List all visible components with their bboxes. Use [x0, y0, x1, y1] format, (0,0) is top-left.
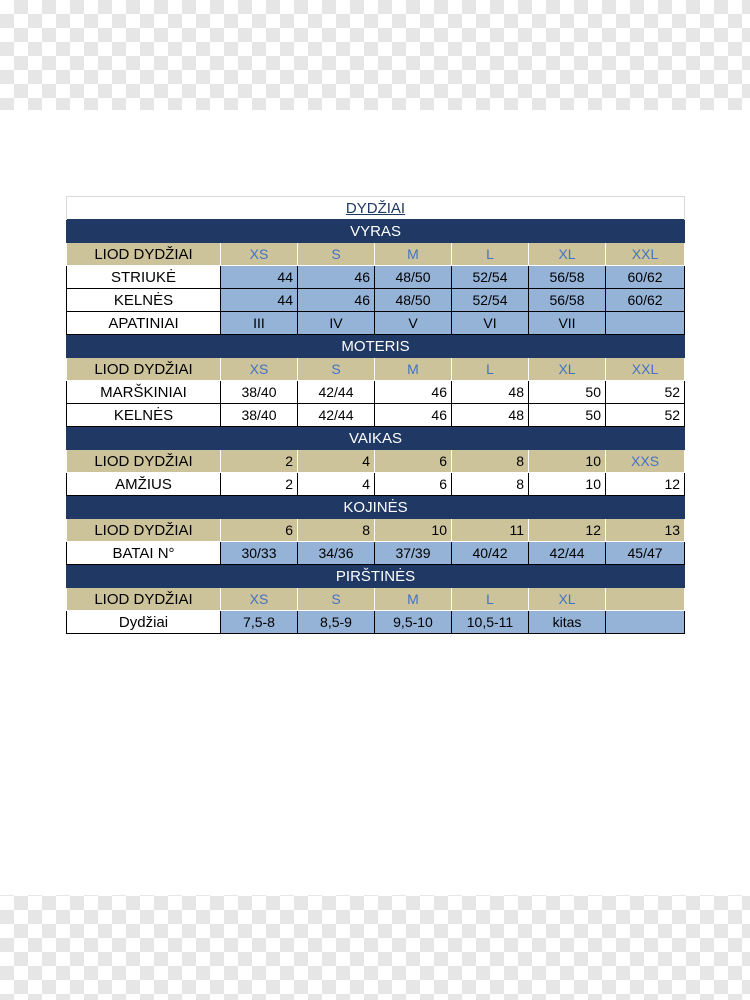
table-cell: 10,5-11	[452, 611, 529, 634]
row-label: Dydžiai	[67, 611, 221, 634]
row-label: LIOD DYDŽIAI	[67, 243, 221, 266]
size-chart-table	[66, 196, 685, 634]
table-cell: 8	[452, 473, 529, 496]
size-cell: XL	[529, 358, 606, 381]
row-label: LIOD DYDŽIAI	[67, 358, 221, 381]
table-cell: 50	[529, 381, 606, 404]
table-row	[67, 289, 685, 312]
table-cell: 6	[375, 473, 452, 496]
size-cell: XS	[221, 243, 298, 266]
size-cell: L	[452, 243, 529, 266]
size-cell: 10	[375, 519, 452, 542]
size-cell: 8	[298, 519, 375, 542]
size-cell: M	[375, 243, 452, 266]
section-title: PIRŠTINĖS	[67, 565, 685, 588]
row-label: STRIUKĖ	[67, 266, 221, 289]
size-header-row	[67, 588, 685, 611]
size-cell: S	[298, 243, 375, 266]
size-cell: L	[452, 588, 529, 611]
table-cell: VII	[529, 312, 606, 335]
table-title-row	[67, 197, 685, 220]
size-cell: XS	[221, 358, 298, 381]
table-cell: VI	[452, 312, 529, 335]
table-cell: 46	[298, 266, 375, 289]
size-header-row	[67, 450, 685, 473]
row-label: LIOD DYDŽIAI	[67, 588, 221, 611]
table-cell: 48	[452, 404, 529, 427]
section-title: KOJINĖS	[67, 496, 685, 519]
table-cell: 50	[529, 404, 606, 427]
table-cell: 4	[298, 473, 375, 496]
table-cell	[606, 312, 685, 335]
section-header-moteris	[67, 335, 685, 358]
size-cell: XXL	[606, 243, 685, 266]
table-cell: 56/58	[529, 289, 606, 312]
size-cell: 8	[452, 450, 529, 473]
table-cell: 30/33	[221, 542, 298, 565]
table-cell	[606, 611, 685, 634]
table-cell: 12	[606, 473, 685, 496]
section-title: VAIKAS	[67, 427, 685, 450]
table-row	[67, 312, 685, 335]
size-header-row	[67, 243, 685, 266]
table-cell: 2	[221, 473, 298, 496]
table-cell: 52	[606, 404, 685, 427]
size-header-row	[67, 519, 685, 542]
size-cell: 12	[529, 519, 606, 542]
table-cell: kitas	[529, 611, 606, 634]
table-cell: 46	[375, 404, 452, 427]
size-cell: 11	[452, 519, 529, 542]
size-cell: XL	[529, 243, 606, 266]
row-label: LIOD DYDŽIAI	[67, 519, 221, 542]
table-title: DYDŽIAI	[67, 197, 685, 220]
size-cell: XS	[221, 588, 298, 611]
table-cell: 48	[452, 381, 529, 404]
size-cell: XXL	[606, 358, 685, 381]
table-cell: 48/50	[375, 289, 452, 312]
size-cell: M	[375, 588, 452, 611]
table-cell: V	[375, 312, 452, 335]
row-label: KELNĖS	[67, 404, 221, 427]
table-cell: 42/44	[529, 542, 606, 565]
table-cell: 52	[606, 381, 685, 404]
table-row	[67, 404, 685, 427]
size-cell: M	[375, 358, 452, 381]
table-row	[67, 611, 685, 634]
section-header-vyras	[67, 220, 685, 243]
table-row	[67, 542, 685, 565]
size-cell: 10	[529, 450, 606, 473]
size-cell: XL	[529, 588, 606, 611]
row-label: KELNĖS	[67, 289, 221, 312]
row-label: AMŽIUS	[67, 473, 221, 496]
table-row	[67, 473, 685, 496]
size-cell	[606, 588, 685, 611]
size-cell: L	[452, 358, 529, 381]
row-label: APATINIAI	[67, 312, 221, 335]
table-cell: 40/42	[452, 542, 529, 565]
table-cell: 60/62	[606, 289, 685, 312]
table-cell: 46	[375, 381, 452, 404]
size-cell: XXS	[606, 450, 685, 473]
section-header-vaikas	[67, 427, 685, 450]
table-cell: 42/44	[298, 404, 375, 427]
section-header-kojines	[67, 496, 685, 519]
table-cell: 37/39	[375, 542, 452, 565]
table-cell: 42/44	[298, 381, 375, 404]
table-cell: 45/47	[606, 542, 685, 565]
size-cell: S	[298, 588, 375, 611]
size-cell: 13	[606, 519, 685, 542]
table-cell: 44	[221, 266, 298, 289]
section-title: MOTERIS	[67, 335, 685, 358]
size-cell: 6	[221, 519, 298, 542]
table-cell: 9,5-10	[375, 611, 452, 634]
table-cell: 7,5-8	[221, 611, 298, 634]
row-label: LIOD DYDŽIAI	[67, 450, 221, 473]
table-cell: 8,5-9	[298, 611, 375, 634]
row-label: MARŠKINIAI	[67, 381, 221, 404]
table-row	[67, 266, 685, 289]
table-cell: 38/40	[221, 381, 298, 404]
table-cell: 60/62	[606, 266, 685, 289]
table-cell: 46	[298, 289, 375, 312]
table-cell: 10	[529, 473, 606, 496]
size-header-row	[67, 358, 685, 381]
size-cell: 6	[375, 450, 452, 473]
table-cell: 44	[221, 289, 298, 312]
table-cell: 48/50	[375, 266, 452, 289]
table-cell: III	[221, 312, 298, 335]
table-cell: 38/40	[221, 404, 298, 427]
table-cell: 52/54	[452, 289, 529, 312]
size-cell: 2	[221, 450, 298, 473]
row-label: BATAI N°	[67, 542, 221, 565]
table-row	[67, 381, 685, 404]
table-cell: 52/54	[452, 266, 529, 289]
table-cell: IV	[298, 312, 375, 335]
size-cell: 4	[298, 450, 375, 473]
section-header-pirstines	[67, 565, 685, 588]
section-title: VYRAS	[67, 220, 685, 243]
size-cell: S	[298, 358, 375, 381]
table-cell: 56/58	[529, 266, 606, 289]
table-cell: 34/36	[298, 542, 375, 565]
